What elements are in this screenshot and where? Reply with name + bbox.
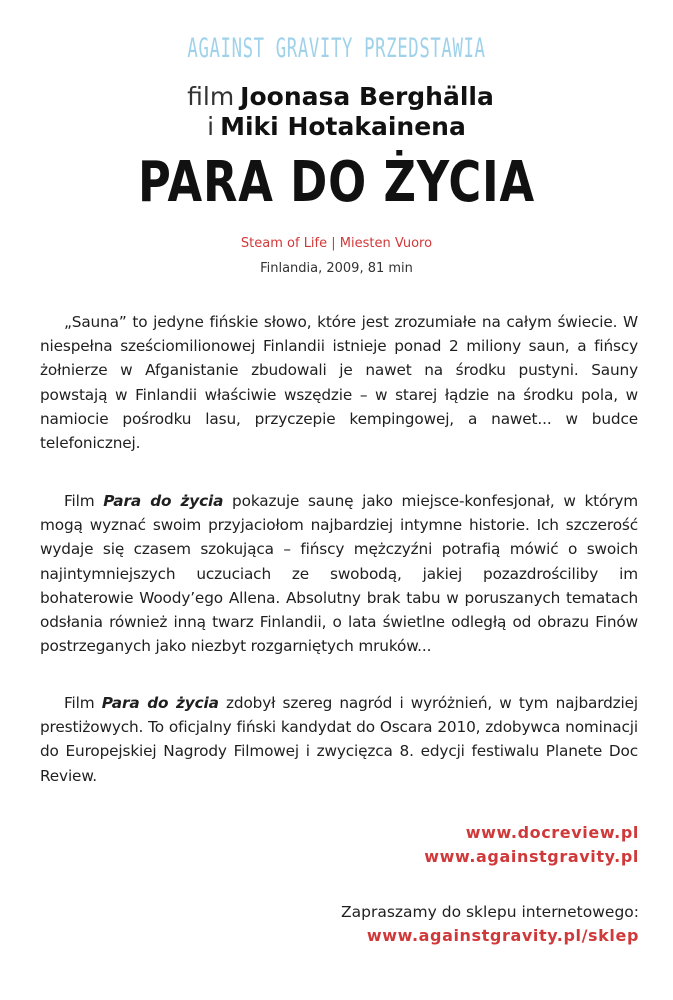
p3-film-title: Para do życia (101, 694, 219, 712)
shop-section (341, 900, 639, 948)
film-title: PARA DO ŻYCIA (138, 150, 535, 215)
director-1-name: Joonasa Berghälla (240, 82, 494, 111)
p2-film-title: Para do życia (103, 492, 224, 510)
credit-prefix-and: i (207, 112, 215, 141)
paragraph-2-text (40, 489, 638, 658)
credit-prefix-film: film (187, 82, 235, 111)
docreview-link[interactable]: www.docreview.pl (465, 823, 639, 842)
paragraph-1 (40, 310, 638, 455)
againstgravity-link[interactable]: www.againstgravity.pl (424, 847, 639, 866)
shop-link[interactable]: www.againstgravity.pl/sklep (366, 926, 639, 945)
paragraph-2 (40, 489, 638, 658)
alternate-titles: Steam of Life | Miesten Vuoro (240, 236, 433, 251)
p2-start: Film (64, 492, 95, 510)
credit-line-2 (0, 112, 673, 142)
shop-invite-text: Zapraszamy do sklepu internetowego: (341, 903, 639, 921)
website-links (424, 821, 639, 869)
presents-line: AGAINST GRAVITY PRZEDSTAWIA (187, 33, 486, 64)
paragraph-3-text (40, 691, 638, 788)
credit-line-1 (0, 82, 673, 112)
p3-start: Film (64, 694, 95, 712)
directors-credit (0, 82, 673, 142)
p3-rest: zdobył szereg nagród i wyróżnień, w tym najbardziej prestiżowych. To oficjalny fiński kandydat do Oscara 2010, zdobywca nominacji do Europejskiej Nagrody Filmowej i zwycięzca 8. edycji festiwalu Planete Doc Review. (40, 694, 639, 785)
director-2-name: Miki Hotakainena (220, 112, 466, 141)
paragraph-3 (40, 691, 638, 788)
p2-rest: pokazuje saunę jako miejsce-konfesjonał, w którym mogą wyznać swoim przyjaciołom najbardziej intymne historie. Ich szczerość wydaje się czasem szokująca – fińscy mężczyźni potrafią mówić o swoich najintymniejszych uczuciach ze swobodą, jakiej pozazdrościliby im bohaterowie Woody’ego Allena. Absolutny brak tabu w poruszanych tematach odsłania również inną twarz Finlandii, o lata świetlne odległą od obrazu Finów postrzeganych jako niezbyt rozgarniętych mruków... (40, 492, 638, 656)
paragraph-1-text: „Sauna” to jedyne fińskie słowo, które jest zrozumiałe na całym świecie. W niespełna sześciomilionowej Finlandii istnieje ponad 2 miliony saun, a fińscy żołnierze w Afganistanie zbudowali je nawet na środku pustyni. Sauny powstają w Finlandii właściwie wszędzie – w starej łądzie na środku pola, w namiocie pośrodku lasu, przyczepie kempingowej, a nawet... w budce telefonicznej. (40, 313, 638, 453)
film-meta: Finlandia, 2009, 81 min (260, 261, 413, 276)
